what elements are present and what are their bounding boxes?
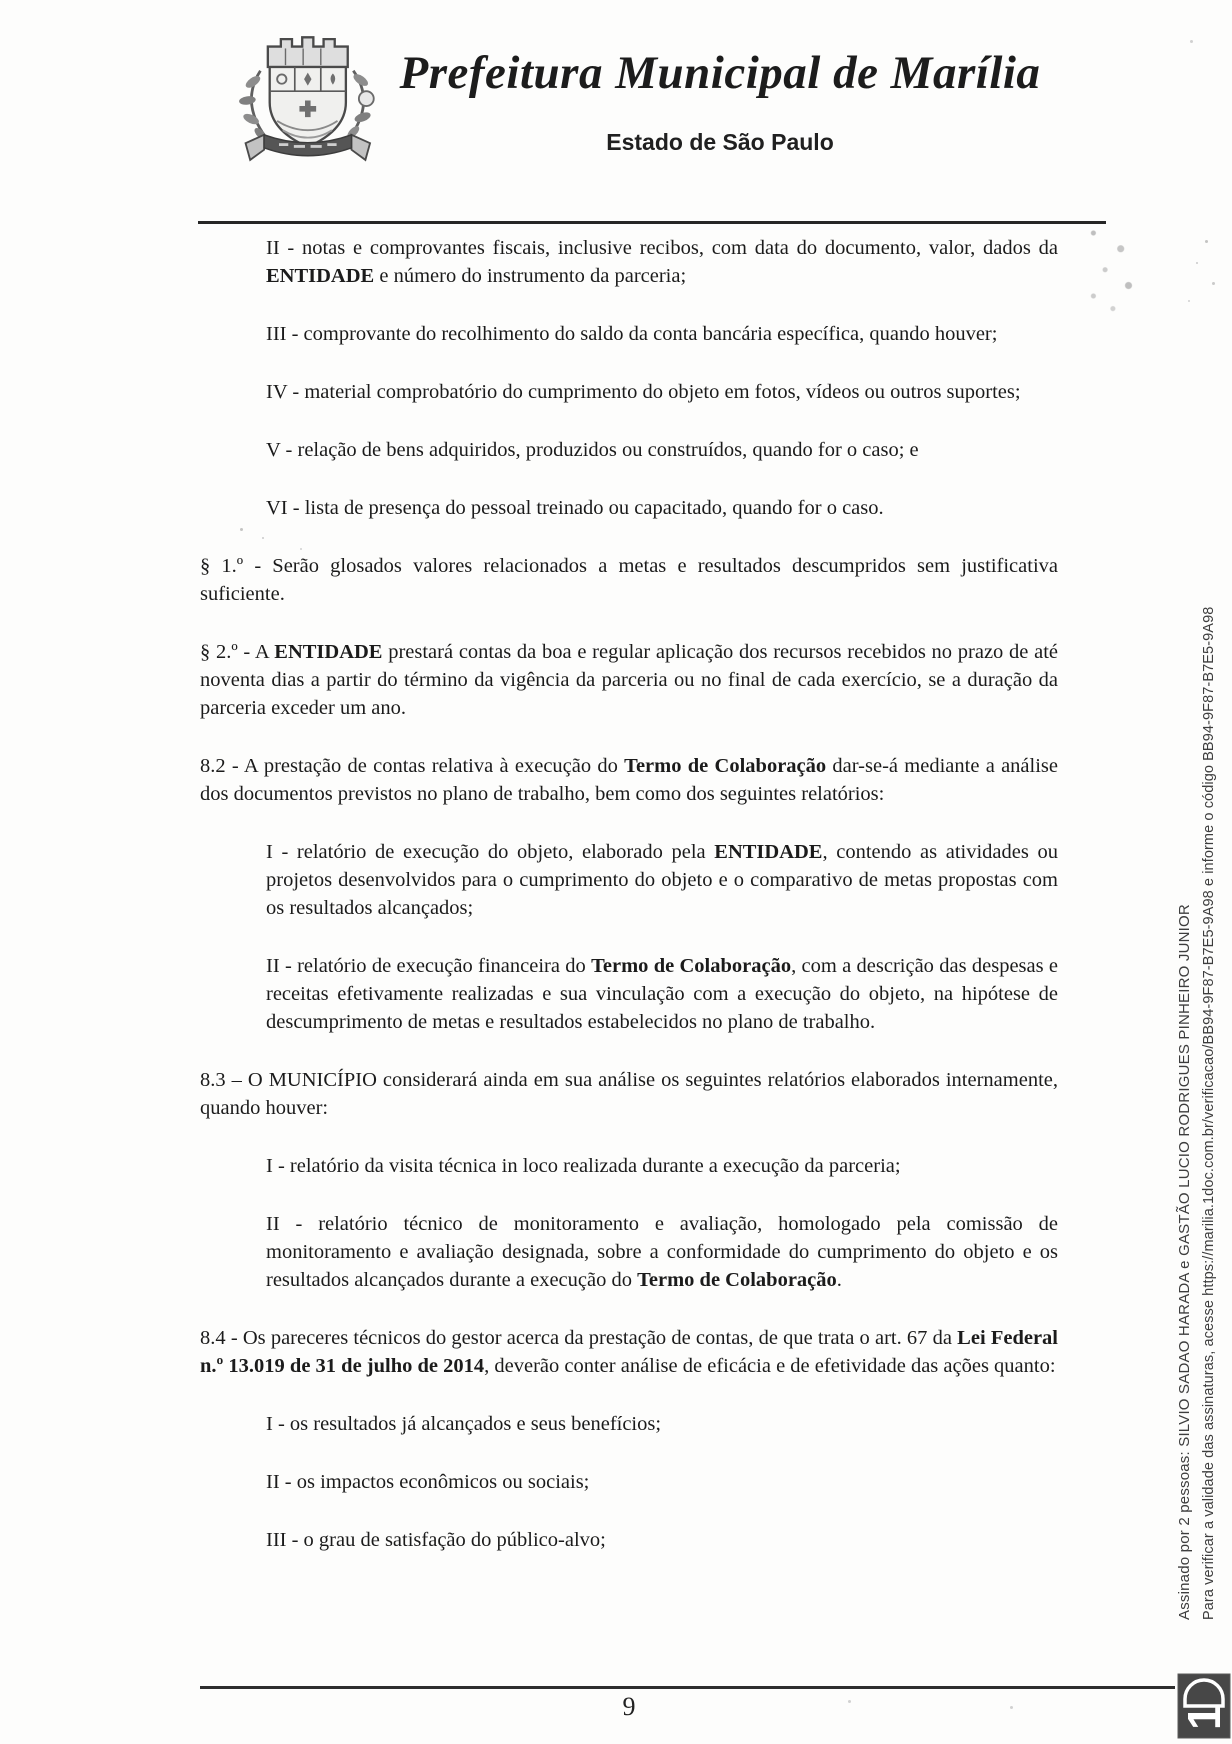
- text-segment: Termo de Colaboração: [624, 755, 827, 777]
- text-segment: ENTIDADE: [266, 265, 375, 287]
- text-segment: prestará contas da boa e regular aplicação dos recursos recebidos no prazo de até noventa dias a partir do término da vigência da parceria ou no final de cada exercício, se a duração da parceria exceder um ano.: [200, 641, 1058, 719]
- page-title: Prefeitura Municipal de Marília: [399, 47, 1041, 99]
- text-segment: .: [836, 1269, 842, 1291]
- paragraph: [200, 1066, 1058, 1122]
- scan-speck: [1190, 40, 1193, 43]
- paragraph: [266, 378, 1058, 406]
- onedoc-logo-icon: [1177, 1672, 1231, 1740]
- scan-speck: [262, 537, 264, 539]
- text-segment: I - relatório da visita técnica in loco realizada durante a execução da parceria;: [266, 1155, 901, 1177]
- signature-signed-by-text: Assinado por 2 pessoas: SILVIO SADAO HARADA e GASTÃO LUCIO RODRIGUES PINHEIRO JUNIOR: [1176, 904, 1193, 1620]
- scan-speck: [1196, 262, 1198, 264]
- paragraph: [266, 952, 1058, 1036]
- text-segment: Lei Federal n.º 13.019 de 31 de julho de 2014: [200, 1327, 1058, 1377]
- text-segment: II - os impactos econômicos ou sociais;: [266, 1471, 590, 1493]
- text-segment: II - notas e comprovantes fiscais, inclusive recibos, com data do documento, valor, dados da: [266, 237, 1058, 259]
- text-segment: ENTIDADE: [714, 841, 823, 863]
- marilia-coat-of-arms-icon: [212, 28, 398, 172]
- scan-speck: [1212, 282, 1215, 285]
- scan-speck: [1205, 240, 1208, 243]
- page-subtitle: Estado de São Paulo: [606, 129, 834, 155]
- scan-speck: [848, 1700, 851, 1703]
- text-segment: I - relatório de execução do objeto, elaborado pela: [266, 841, 715, 863]
- paragraph: [266, 1410, 1058, 1438]
- signature-verification-text: Para verificar a validade das assinaturas, acesse https://marilia.1doc.com.br/verificacao/BB94-9F87-B7E5-9A98 e informe o código BB94-9F87-B7E5-9A98: [1201, 606, 1217, 1620]
- text-segment: Termo de Colaboração: [637, 1269, 837, 1291]
- paragraph: [266, 494, 1058, 522]
- paragraph: [266, 1468, 1058, 1496]
- document-body: [200, 234, 1058, 1584]
- footer-rule: [200, 1686, 1175, 1689]
- paragraph: [266, 1210, 1058, 1294]
- text-segment: Termo de Colaboração: [591, 955, 792, 977]
- paragraph: [200, 1324, 1058, 1380]
- header-rule: [198, 221, 1106, 224]
- text-segment: , contendo as atividades ou projetos desenvolvidos para o cumprimento do objeto e o comparativo de metas propostas com os resultados alcançados;: [266, 841, 1058, 919]
- scan-speck: [240, 528, 243, 531]
- scan-smudge: [1070, 212, 1148, 317]
- text-segment: I - os resultados já alcançados e seus benefícios;: [266, 1413, 662, 1435]
- text-segment: e número do instrumento da parceria;: [374, 265, 687, 287]
- scan-speck: [300, 548, 302, 550]
- paragraph: [266, 838, 1058, 922]
- text-segment: II - relatório de execução financeira do: [266, 955, 592, 977]
- scan-speck: [1010, 1706, 1013, 1709]
- text-segment: V - relação de bens adquiridos, produzidos ou construídos, quando for o caso; e: [266, 439, 919, 461]
- text-segment: 8.2 - A prestação de contas relativa à execução do: [200, 755, 625, 777]
- text-segment: 8.4 - Os pareceres técnicos do gestor acerca da prestação de contas, de que trata o art. 67 da: [200, 1327, 958, 1349]
- text-segment: ENTIDADE: [274, 641, 383, 663]
- paragraph: [200, 638, 1058, 722]
- text-segment: III - o grau de satisfação do público-alvo;: [266, 1529, 606, 1551]
- paragraph: [266, 234, 1058, 290]
- page-number: 9: [622, 1692, 636, 1721]
- text-segment: dar-se-á mediante a análise dos documentos previstos no plano de trabalho, bem como dos seguintes relatórios:: [200, 755, 1058, 805]
- text-segment: VI - lista de presença do pessoal treinado ou capacitado, quando for o caso.: [266, 497, 884, 519]
- text-segment: , com a descrição das despesas e receitas efetivamente realizadas e sua vinculação com a execução do objeto, na hipótese de descumprimento de metas e resultados estabelecidos no plano de trabalho.: [266, 955, 1058, 1033]
- paragraph: [200, 752, 1058, 808]
- text-segment: 8.3 – O MUNICÍPIO considerará ainda em sua análise os seguintes relatórios elaborados internamente, quando houver:: [200, 1069, 1058, 1119]
- paragraph: [266, 320, 1058, 348]
- paragraph: [200, 552, 1058, 608]
- text-segment: , deverão conter análise de eficácia e de efetividade das ações quanto:: [484, 1355, 1056, 1377]
- text-segment: § 2.º - A: [200, 641, 275, 663]
- text-segment: II - relatório técnico de monitoramento e avaliação, homologado pela comissão de monitoramento e avaliação designada, sobre a conformidade do cumprimento do objeto e os resultados alcançados durante a execução do: [266, 1213, 1058, 1291]
- paragraph: [266, 1526, 1058, 1554]
- paragraph: [266, 1152, 1058, 1180]
- scan-speck: [1188, 300, 1190, 302]
- svg-text:1: 1: [1178, 1704, 1230, 1730]
- text-segment: § 1.º - Serão glosados valores relacionados a metas e resultados descumpridos sem justificativa suficiente.: [200, 555, 1058, 605]
- text-segment: III - comprovante do recolhimento do saldo da conta bancária específica, quando houver;: [266, 323, 998, 345]
- text-segment: IV - material comprobatório do cumprimento do objeto em fotos, vídeos ou outros suportes;: [266, 381, 1021, 403]
- paragraph: [266, 436, 1058, 464]
